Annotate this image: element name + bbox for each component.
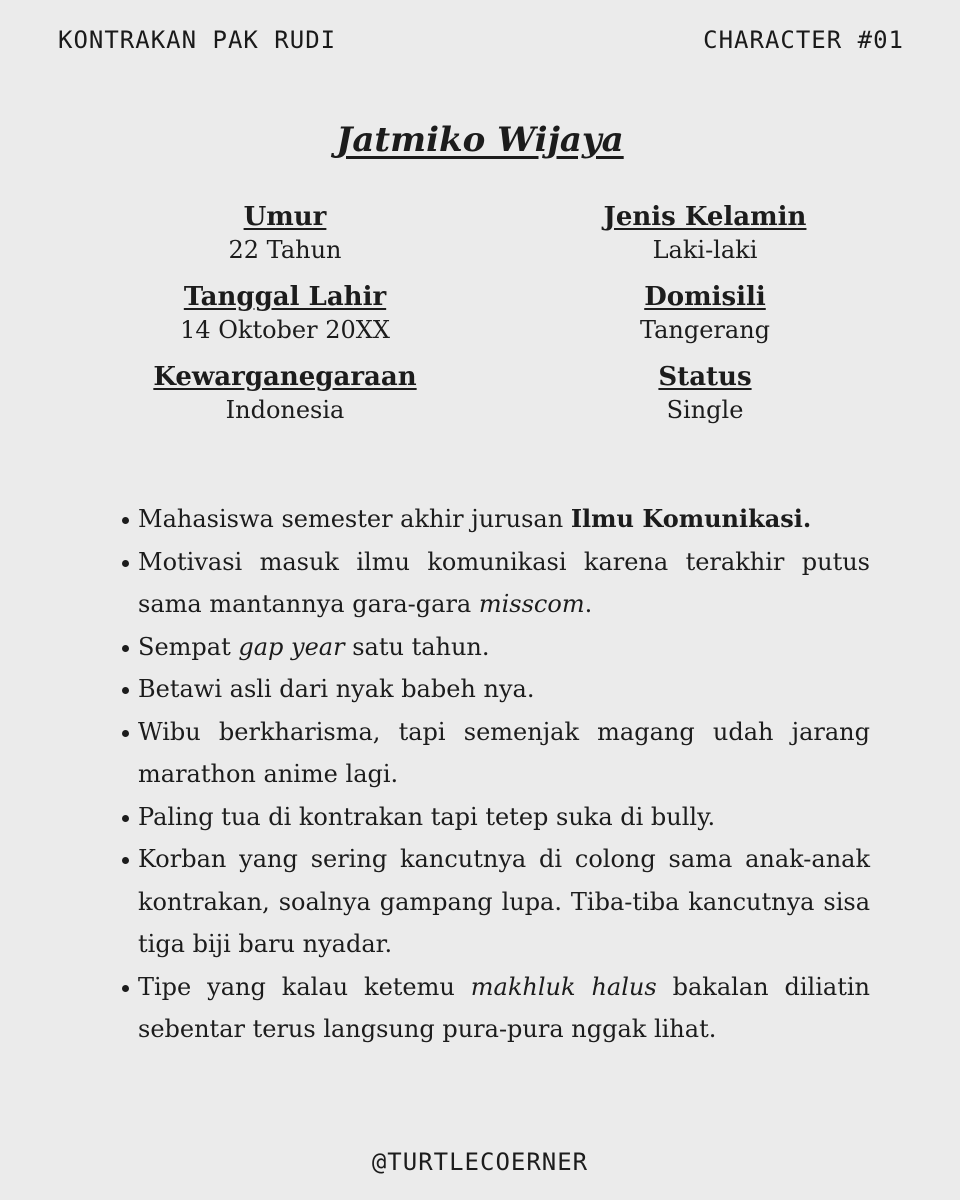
list-item: Motivasi masuk ilmu komunikasi karena terakhir putus sama mantannya gara-gara misscom.	[118, 541, 870, 626]
field-domisili	[480, 280, 870, 346]
footer-handle: @TURTLECOERNER	[371, 1148, 589, 1176]
list-item: Tipe yang kalau ketemu makhluk halus bakalan diliatin sebentar terus langsung pura-pura nggak lihat.	[118, 966, 870, 1051]
field-label: Domisili	[644, 282, 766, 312]
list-item: Mahasiswa semester akhir jurusan Ilmu Komunikasi.	[118, 498, 870, 541]
list-item: Betawi asli dari nyak babeh nya.	[118, 668, 870, 711]
field-umur	[90, 200, 480, 266]
field-value: Single	[666, 396, 744, 424]
field-tanggal-lahir	[90, 280, 480, 346]
header	[58, 26, 904, 54]
list-item: Sempat gap year satu tahun.	[118, 626, 870, 669]
field-value: 14 Oktober 20XX	[180, 316, 390, 344]
list-item: Paling tua di kontrakan tapi tetep suka di bully.	[118, 796, 870, 839]
field-jenis-kelamin	[480, 200, 870, 266]
field-value: Tangerang	[639, 316, 771, 344]
field-label: Status	[658, 362, 752, 392]
field-status	[480, 360, 870, 426]
field-label: Jenis Kelamin	[603, 202, 807, 232]
field-label: Umur	[243, 202, 327, 232]
header-right: CHARACTER #01	[703, 26, 904, 54]
info-grid	[90, 200, 870, 426]
header-left: KONTRAKAN PAK RUDI	[58, 26, 337, 54]
field-label: Kewarganegaraan	[153, 362, 417, 392]
list-item: Korban yang sering kancutnya di colong sama anak-anak kontrakan, soalnya gampang lupa. Tiba-tiba kancutnya sisa tiga biji baru nyadar.	[118, 838, 870, 966]
field-label: Tanggal Lahir	[183, 282, 387, 312]
field-value: 22 Tahun	[228, 236, 342, 264]
field-value: Laki-laki	[652, 236, 758, 264]
field-value: Indonesia	[225, 396, 345, 424]
character-name: Jatmiko Wijaya	[336, 120, 624, 160]
field-kewarganegaraan	[90, 360, 480, 426]
trait-list	[118, 498, 870, 1051]
list-item: Wibu berkharisma, tapi semenjak magang udah jarang marathon anime lagi.	[118, 711, 870, 796]
